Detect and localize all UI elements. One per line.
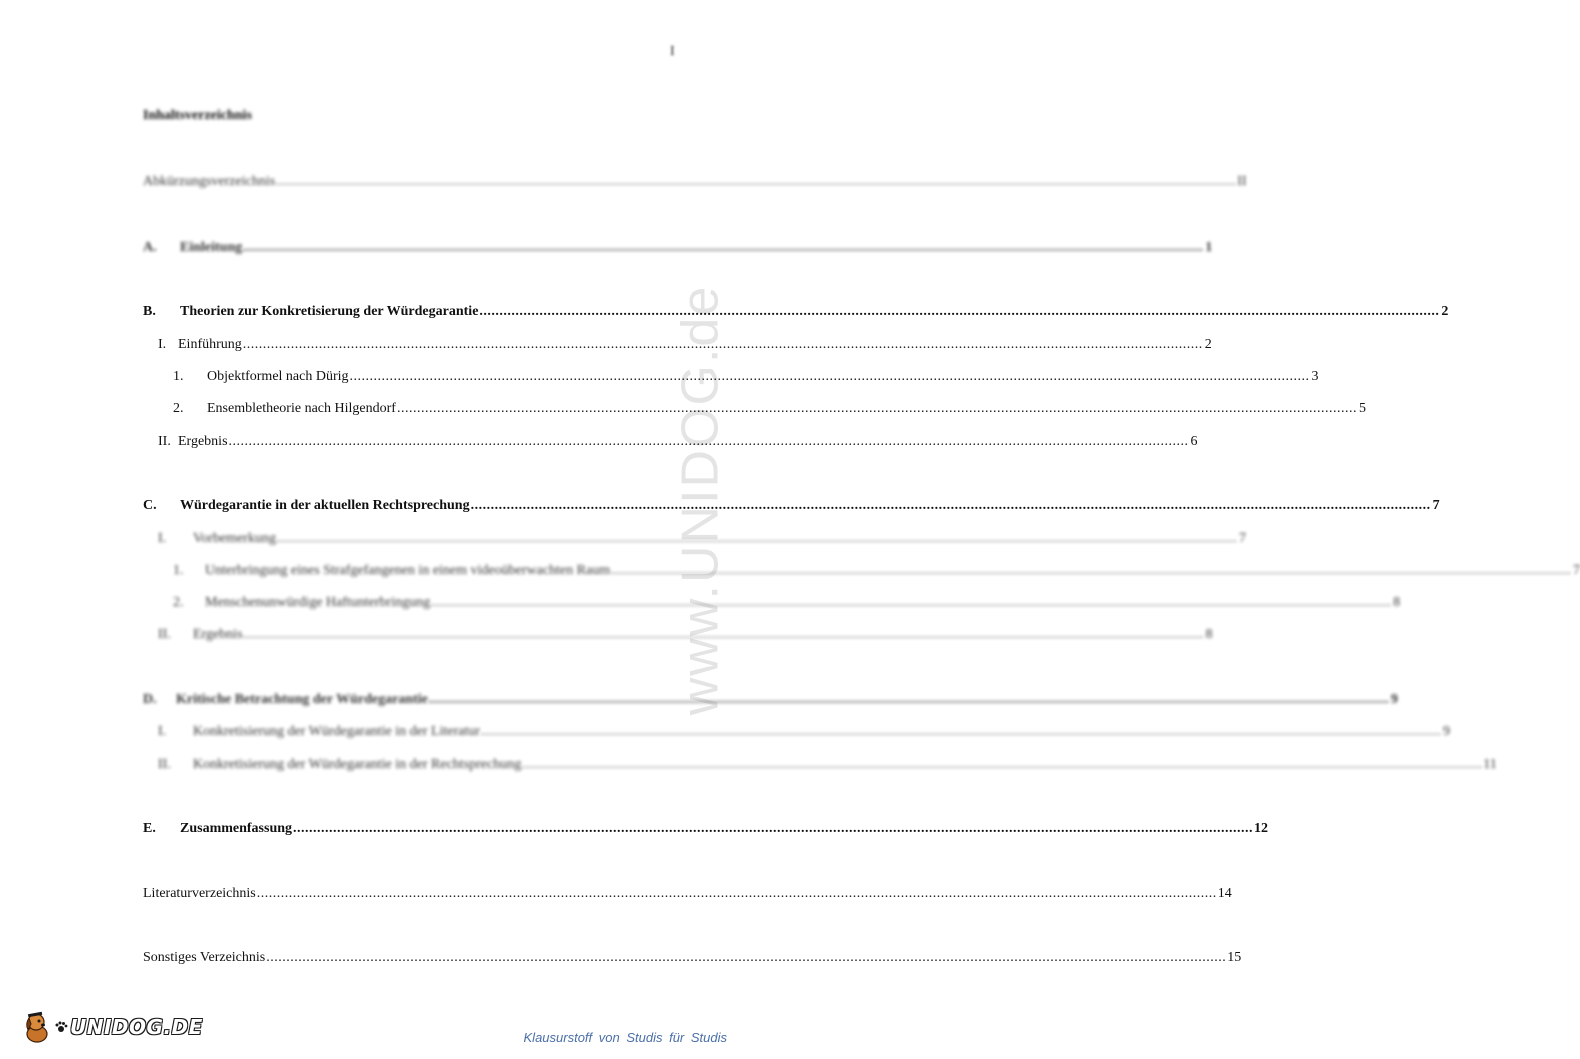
toc-entry-title: Ergebnis — [178, 434, 228, 449]
toc-entry-title: Unterbringung eines Strafgefangenen in einem videoüberwachten Raum — [205, 563, 611, 578]
toc-entry-C-I — [0, 531, 1246, 551]
toc-entry-page: 11 — [1483, 757, 1497, 772]
toc-entry-C — [0, 498, 1440, 518]
toc-entry-A — [0, 240, 1213, 260]
toc-entry-title: Einleitung — [180, 240, 243, 255]
toc-entry-title: Theorien zur Konkretisierung der Würdegarantie — [180, 304, 479, 319]
toc-entry-title: Ergebnis — [193, 627, 243, 642]
toc-entry-num: D. — [143, 692, 157, 707]
toc-entry-num: 1. — [173, 369, 184, 384]
toc-entry-num: A. — [143, 240, 157, 255]
toc-entry-page: 12 — [1254, 821, 1269, 836]
toc-entry-D-II — [0, 757, 1497, 777]
toc-entry-C-I-2 — [0, 595, 1401, 615]
toc-entry-literaturverzeichnis — [0, 886, 1232, 906]
toc-entry-B-I-1 — [0, 369, 1319, 389]
toc-entry-title: Würdegarantie in der aktuellen Rechtsprechung — [180, 498, 470, 513]
toc-entry-title: Zusammenfassung — [180, 821, 293, 836]
toc-entry-page: 2 — [1441, 304, 1449, 319]
toc-entry-B-I — [0, 337, 1212, 357]
toc-entry-page: II — [1237, 174, 1247, 189]
toc-entry-num: II. — [158, 434, 171, 449]
toc-entry-title: Ensembletheorie nach Hilgendorf — [207, 401, 396, 416]
toc-entry-title: Konkretisierung der Würdegarantie in der Literatur — [193, 724, 481, 739]
toc-entry-D-I — [0, 724, 1451, 744]
unidog-logo[interactable] — [22, 1010, 203, 1044]
toc-entry-page: 9 — [1390, 692, 1398, 707]
toc-entry-page: 2 — [1204, 337, 1212, 352]
toc-entry-page: 7 — [1432, 498, 1440, 513]
toc-entry-sonstiges-verzeichnis — [0, 950, 1242, 970]
toc-entry-B-II — [0, 434, 1198, 454]
toc-entry-page: 14 — [1217, 886, 1232, 901]
toc-entry-num: I. — [158, 724, 167, 739]
toc-entry-page: 15 — [1227, 950, 1242, 965]
paw-icon — [54, 1020, 68, 1034]
toc-entry-title: Einführung — [178, 337, 242, 352]
toc-entry-abkuerzungsverzeichnis — [0, 174, 1247, 194]
footer-tagline: Klausurstoff von Studis für Studis — [523, 1030, 727, 1045]
toc-entry-page: 7 — [1238, 531, 1246, 546]
toc-entry-page: 3 — [1311, 369, 1319, 384]
toc-entry-title: Objektformel nach Dürig — [207, 369, 349, 384]
toc-entry-title: Abkürzungsverzeichnis — [143, 174, 276, 189]
toc-entry-num: I. — [158, 337, 167, 352]
toc-entry-title: Literaturverzeichnis — [143, 886, 256, 901]
toc-title: Inhaltsverzeichnis — [143, 108, 252, 123]
toc-entry-num: C. — [143, 498, 157, 513]
dog-mascot-icon — [22, 1010, 52, 1044]
toc-entry-title: Konkretisierung der Würdegarantie in der Rechtsprechung — [193, 757, 522, 772]
toc-entry-num: 2. — [173, 595, 184, 610]
toc-entry-num: II. — [158, 627, 171, 642]
toc-entry-page: 1 — [1205, 240, 1213, 255]
toc-entry-num: E. — [143, 821, 156, 836]
toc-entry-title: Menschenunwürdige Haftunterbringung — [205, 595, 431, 610]
toc-entry-page: 9 — [1443, 724, 1451, 739]
page-number: I — [670, 44, 675, 59]
toc-entry-page: 6 — [1190, 434, 1198, 449]
logo-text: UNIDOG.DE — [70, 1015, 203, 1039]
toc-entry-page: 8 — [1205, 627, 1213, 642]
toc-entry-num: II. — [158, 757, 171, 772]
toc-entry-page: 5 — [1358, 401, 1366, 416]
toc-entry-B-I-2 — [0, 401, 1366, 421]
toc-entry-num: I. — [158, 531, 167, 546]
toc-entry-D — [0, 692, 1398, 712]
toc-entry-E — [0, 821, 1269, 841]
toc-entry-title: Kritische Betrachtung der Würdegarantie — [176, 692, 428, 707]
toc-entry-page: 8 — [1393, 595, 1401, 610]
toc-entry-page: 7 — [1573, 563, 1580, 578]
toc-entry-title: Vorbemerkung — [193, 531, 276, 546]
toc-entry-num: 1. — [173, 563, 184, 578]
toc-entry-B — [0, 304, 1449, 324]
toc-entry-C-I-1 — [0, 563, 1580, 583]
toc-entry-num: 2. — [173, 401, 184, 416]
toc-entry-C-II — [0, 627, 1213, 647]
watermark: www.UNIDOG.de — [671, 284, 729, 716]
toc-entry-num: B. — [143, 304, 156, 319]
toc-entry-title: Sonstiges Verzeichnis — [143, 950, 266, 965]
